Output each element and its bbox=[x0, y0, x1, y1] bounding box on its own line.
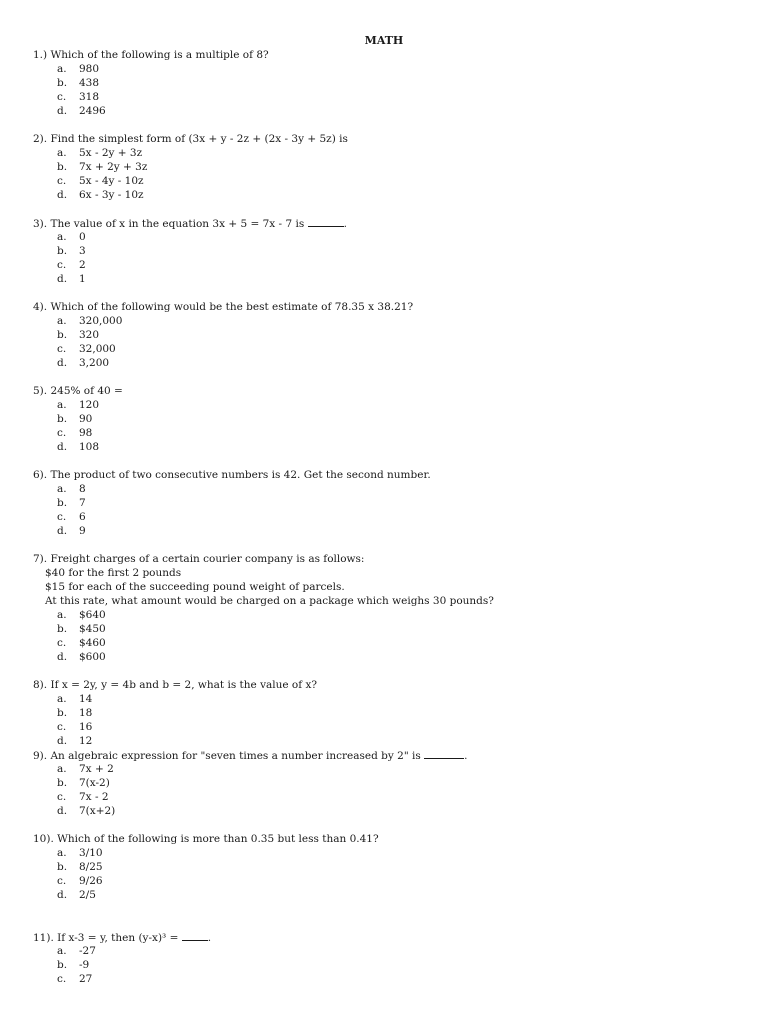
question-detail-line: $40 for the first 2 pounds bbox=[45, 567, 182, 579]
option-a bbox=[33, 846, 733, 860]
question-stem: 2). Find the simplest form of (3x + y - 2z + (2x - 3y + 5z) is bbox=[33, 133, 348, 145]
option-value: $450 bbox=[79, 623, 106, 635]
option-value: 320,000 bbox=[79, 315, 123, 327]
question-4 bbox=[33, 300, 733, 370]
option-letter: a. bbox=[57, 945, 67, 957]
option-value: 108 bbox=[79, 441, 100, 453]
option-d bbox=[33, 650, 733, 664]
option-value: 9/26 bbox=[79, 875, 103, 887]
option-letter: d. bbox=[57, 525, 68, 537]
option-c bbox=[33, 90, 733, 104]
answer-blank bbox=[308, 216, 344, 227]
option-letter: d. bbox=[57, 105, 68, 117]
option-b bbox=[33, 160, 733, 174]
option-letter: d. bbox=[57, 805, 68, 817]
option-value: 7(x+2) bbox=[79, 805, 116, 817]
option-value: 90 bbox=[79, 413, 93, 425]
option-d bbox=[33, 440, 733, 454]
option-letter: a. bbox=[57, 315, 67, 327]
question-detail-line: At this rate, what amount would be charged on a package which weighs 30 pounds? bbox=[45, 595, 494, 607]
option-c bbox=[33, 258, 733, 272]
option-letter: d. bbox=[57, 441, 68, 453]
option-a bbox=[33, 146, 733, 160]
option-value: 7(x-2) bbox=[79, 777, 110, 789]
option-a bbox=[33, 398, 733, 412]
option-letter: a. bbox=[57, 763, 67, 775]
question-8 bbox=[33, 678, 733, 748]
option-d bbox=[33, 888, 733, 902]
question-5 bbox=[33, 384, 733, 454]
option-value: 438 bbox=[79, 77, 100, 89]
option-value: 3,200 bbox=[79, 357, 110, 369]
question-stem: 5). 245% of 40 = bbox=[33, 385, 123, 397]
option-letter: a. bbox=[57, 847, 67, 859]
option-letter: b. bbox=[57, 161, 68, 173]
option-value: 27 bbox=[79, 973, 93, 985]
option-b bbox=[33, 622, 733, 636]
option-value: $460 bbox=[79, 637, 106, 649]
option-value: 6x - 3y - 10z bbox=[79, 189, 144, 201]
option-d bbox=[33, 356, 733, 370]
option-value: 6 bbox=[79, 511, 86, 523]
option-value: $640 bbox=[79, 609, 106, 621]
question-stem-text: 9). An algebraic expression for "seven times a number increased by 2" is bbox=[33, 750, 421, 762]
option-value: 2/5 bbox=[79, 889, 96, 901]
option-value: 12 bbox=[79, 735, 93, 747]
question-6 bbox=[33, 468, 733, 538]
option-a bbox=[33, 314, 733, 328]
option-letter: d. bbox=[57, 651, 68, 663]
option-b bbox=[33, 706, 733, 720]
option-value: 5x - 2y + 3z bbox=[79, 147, 143, 159]
option-value: $600 bbox=[79, 651, 106, 663]
option-value: 0 bbox=[79, 231, 86, 243]
option-c bbox=[33, 972, 733, 986]
question-11 bbox=[33, 930, 733, 986]
option-letter: b. bbox=[57, 777, 68, 789]
option-value: 7x + 2 bbox=[79, 763, 114, 775]
option-letter: b. bbox=[57, 707, 68, 719]
question-9 bbox=[33, 748, 733, 818]
question-stem: 10). Which of the following is more than 0.35 but less than 0.41? bbox=[33, 833, 379, 845]
option-letter: c. bbox=[57, 175, 67, 187]
option-value: 120 bbox=[79, 399, 100, 411]
option-letter: a. bbox=[57, 399, 67, 411]
option-d bbox=[33, 272, 733, 286]
option-value: 9 bbox=[79, 525, 86, 537]
answer-blank bbox=[424, 748, 464, 759]
option-value: 3 bbox=[79, 245, 86, 257]
option-letter: b. bbox=[57, 77, 68, 89]
question-stem: 8). If x = 2y, y = 4b and b = 2, what is the value of x? bbox=[33, 679, 318, 691]
option-c bbox=[33, 720, 733, 734]
question-stem-tail: . bbox=[343, 218, 347, 230]
option-c bbox=[33, 510, 733, 524]
question-2 bbox=[33, 132, 733, 202]
option-value: 32,000 bbox=[79, 343, 116, 355]
option-letter: c. bbox=[57, 637, 67, 649]
question-stem: 1.) Which of the following is a multiple of 8? bbox=[33, 49, 269, 61]
option-c bbox=[33, 636, 733, 650]
option-c bbox=[33, 790, 733, 804]
option-letter: b. bbox=[57, 959, 68, 971]
question-stem-text: 3). The value of x in the equation 3x + 5 = 7x - 7 is bbox=[33, 218, 305, 230]
option-letter: a. bbox=[57, 147, 67, 159]
option-b bbox=[33, 860, 733, 874]
option-a bbox=[33, 608, 733, 622]
option-letter: a. bbox=[57, 231, 67, 243]
option-value: 7x - 2 bbox=[79, 791, 109, 803]
question-7 bbox=[33, 552, 733, 664]
option-letter: a. bbox=[57, 693, 67, 705]
option-letter: c. bbox=[57, 343, 67, 355]
option-d bbox=[33, 188, 733, 202]
option-d bbox=[33, 524, 733, 538]
question-10 bbox=[33, 832, 733, 902]
option-c bbox=[33, 426, 733, 440]
option-b bbox=[33, 412, 733, 426]
option-letter: d. bbox=[57, 735, 68, 747]
option-b bbox=[33, 776, 733, 790]
option-letter: a. bbox=[57, 483, 67, 495]
option-value: 7x + 2y + 3z bbox=[79, 161, 148, 173]
option-b bbox=[33, 496, 733, 510]
option-value: 14 bbox=[79, 693, 93, 705]
option-letter: c. bbox=[57, 721, 67, 733]
question-stem: 4). Which of the following would be the best estimate of 78.35 x 38.21? bbox=[33, 301, 414, 313]
option-value: 320 bbox=[79, 329, 100, 341]
option-a bbox=[33, 482, 733, 496]
option-value: 18 bbox=[79, 707, 93, 719]
option-a bbox=[33, 230, 733, 244]
option-value: 16 bbox=[79, 721, 93, 733]
option-value: 8/25 bbox=[79, 861, 103, 873]
option-letter: b. bbox=[57, 413, 68, 425]
option-d bbox=[33, 804, 733, 818]
option-letter: a. bbox=[57, 63, 67, 75]
option-value: 2 bbox=[79, 259, 86, 271]
option-value: 1 bbox=[79, 273, 86, 285]
option-letter: d. bbox=[57, 357, 68, 369]
option-b bbox=[33, 958, 733, 972]
option-letter: c. bbox=[57, 791, 67, 803]
option-c bbox=[33, 874, 733, 888]
question-3 bbox=[33, 216, 733, 286]
option-letter: d. bbox=[57, 273, 68, 285]
option-d bbox=[33, 104, 733, 118]
option-letter: c. bbox=[57, 427, 67, 439]
page-title: MATH bbox=[364, 34, 404, 47]
option-value: 98 bbox=[79, 427, 93, 439]
question-stem-text: 11). If x-3 = y, then (y-x)³ = bbox=[33, 932, 179, 944]
question-stem: 6). The product of two consecutive numbers is 42. Get the second number. bbox=[33, 469, 431, 481]
option-letter: c. bbox=[57, 875, 67, 887]
option-letter: c. bbox=[57, 259, 67, 271]
answer-blank bbox=[182, 930, 208, 941]
option-letter: b. bbox=[57, 497, 68, 509]
option-letter: a. bbox=[57, 609, 67, 621]
option-value: 7 bbox=[79, 497, 86, 509]
option-a bbox=[33, 62, 733, 76]
option-letter: c. bbox=[57, 973, 67, 985]
question-stem-tail: . bbox=[464, 750, 468, 762]
option-value: 318 bbox=[79, 91, 100, 103]
option-letter: b. bbox=[57, 329, 68, 341]
question-stem: 7). Freight charges of a certain courier company is as follows: bbox=[33, 553, 365, 565]
option-a bbox=[33, 692, 733, 706]
option-letter: d. bbox=[57, 189, 68, 201]
option-value: 8 bbox=[79, 483, 86, 495]
option-letter: d. bbox=[57, 889, 68, 901]
option-b bbox=[33, 328, 733, 342]
option-value: -27 bbox=[79, 945, 96, 957]
option-value: 980 bbox=[79, 63, 100, 75]
option-letter: c. bbox=[57, 511, 67, 523]
option-letter: b. bbox=[57, 623, 68, 635]
option-value: -9 bbox=[79, 959, 90, 971]
option-c bbox=[33, 342, 733, 356]
option-letter: c. bbox=[57, 91, 67, 103]
question-1 bbox=[33, 48, 733, 118]
option-c bbox=[33, 174, 733, 188]
question-stem bbox=[33, 748, 733, 762]
question-detail-line: $15 for each of the succeeding pound weight of parcels. bbox=[45, 581, 345, 593]
option-b bbox=[33, 244, 733, 258]
option-value: 5x - 4y - 10z bbox=[79, 175, 144, 187]
option-d bbox=[33, 734, 733, 748]
option-value: 2496 bbox=[79, 105, 106, 117]
question-stem bbox=[33, 930, 733, 944]
question-stem bbox=[33, 216, 733, 230]
option-letter: b. bbox=[57, 245, 68, 257]
option-a bbox=[33, 762, 733, 776]
question-stem-tail: . bbox=[207, 932, 212, 944]
option-value: 3/10 bbox=[79, 847, 103, 859]
option-a bbox=[33, 944, 733, 958]
option-b bbox=[33, 76, 733, 90]
option-letter: b. bbox=[57, 861, 68, 873]
